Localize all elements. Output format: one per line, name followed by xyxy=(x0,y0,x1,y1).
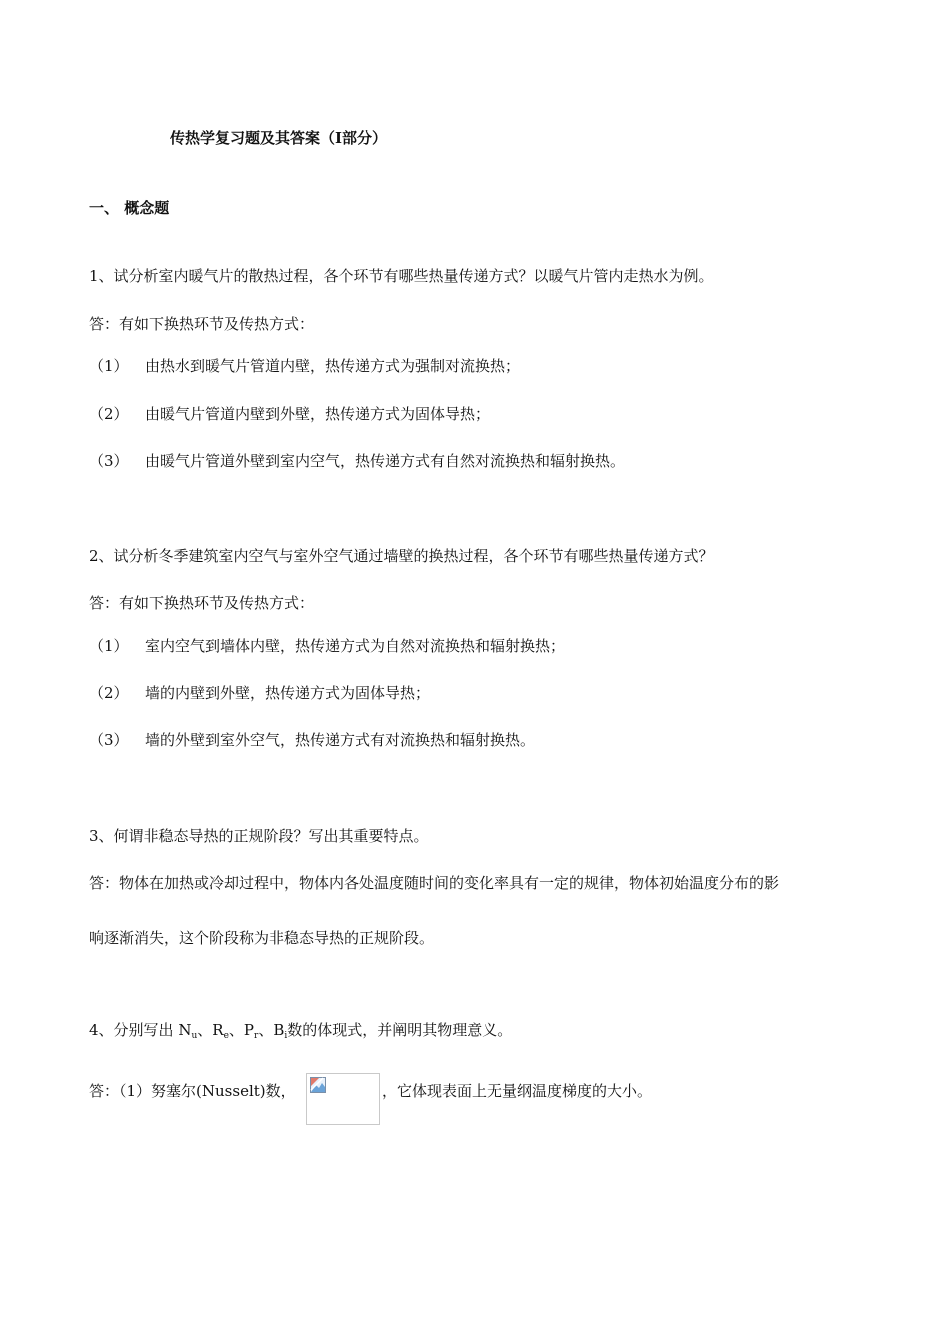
item-number: （3） xyxy=(89,452,129,470)
answer-2-intro: 答：有如下换热环节及传热方式： xyxy=(89,594,315,612)
answer-4-before: 答：（1）努塞尔(Nusselt)数， xyxy=(89,1082,296,1100)
reynolds-symbol: $R_e$ xyxy=(212,1021,229,1041)
item-number: （3） xyxy=(89,731,129,749)
item-text: 室内空气到墙体内壁，热传递方式为自然对流换热和辐射换热； xyxy=(145,637,566,655)
answer-2-item-3 xyxy=(89,730,535,750)
item-text: 由热水到暖气片管道内壁，热传递方式为强制对流换热； xyxy=(145,357,521,375)
answer-2-item-2 xyxy=(89,683,430,703)
item-number: （2） xyxy=(89,405,129,423)
question-1: 1、试分析室内暖气片的散热过程，各个环节有哪些热量传递方式？以暖气片管内走热水为例。 xyxy=(89,267,714,285)
biot-symbol: $B_i$ xyxy=(273,1021,288,1041)
answer-3-line-2: 响逐渐消失，这个阶段称为非稳态导热的正规阶段。 xyxy=(89,929,435,947)
answer-1-item-1 xyxy=(89,356,520,376)
question-4 xyxy=(89,1020,512,1046)
item-text: 墙的外壁到室外空气，热传递方式有对流换热和辐射换热。 xyxy=(145,731,536,749)
document-title: 传热学复习题及其答案（Ⅰ部分） xyxy=(170,129,388,147)
question-4-suffix: 数的体现式，并阐明其物理意义。 xyxy=(287,1021,513,1039)
broken-image-icon xyxy=(310,1077,326,1093)
separator: 、 xyxy=(228,1021,244,1039)
question-3: 3、何谓非稳态导热的正规阶段？写出其重要特点。 xyxy=(89,827,429,845)
item-text: 由暖气片管道外壁到室内空气，热传递方式有自然对流换热和辐射换热。 xyxy=(145,452,626,470)
item-number: （1） xyxy=(89,637,129,655)
answer-3-line-1: 答：物体在加热或冷却过程中，物体内各处温度随时间的变化率具有一定的规律，物体初始温度分布的影 xyxy=(89,874,780,892)
item-text: 由暖气片管道内壁到外壁，热传递方式为固体导热； xyxy=(145,405,491,423)
item-number: （1） xyxy=(89,357,129,375)
answer-1-item-3 xyxy=(89,451,625,471)
separator: 、 xyxy=(197,1021,213,1039)
item-number: （2） xyxy=(89,684,129,702)
answer-4-after: ，它体现表面上无量纲温度梯度的大小。 xyxy=(382,1082,653,1100)
prandtl-symbol: $P_r$ xyxy=(243,1021,259,1041)
separator: 、 xyxy=(258,1021,274,1039)
section-heading: 一、 概念题 xyxy=(89,199,170,217)
formula-image-placeholder xyxy=(306,1073,380,1125)
question-4-prefix: 4、分别写出 xyxy=(89,1021,174,1039)
answer-1-item-2 xyxy=(89,404,490,424)
answer-1-intro: 答：有如下换热环节及传热方式： xyxy=(89,315,315,333)
nusselt-symbol: $N_u$ xyxy=(178,1021,198,1041)
answer-2-item-1 xyxy=(89,636,565,656)
question-2: 2、试分析冬季建筑室内空气与室外空气通过墙壁的换热过程，各个环节有哪些热量传递方式？ xyxy=(89,547,714,565)
item-text: 墙的内壁到外壁，热传递方式为固体导热； xyxy=(145,684,431,702)
